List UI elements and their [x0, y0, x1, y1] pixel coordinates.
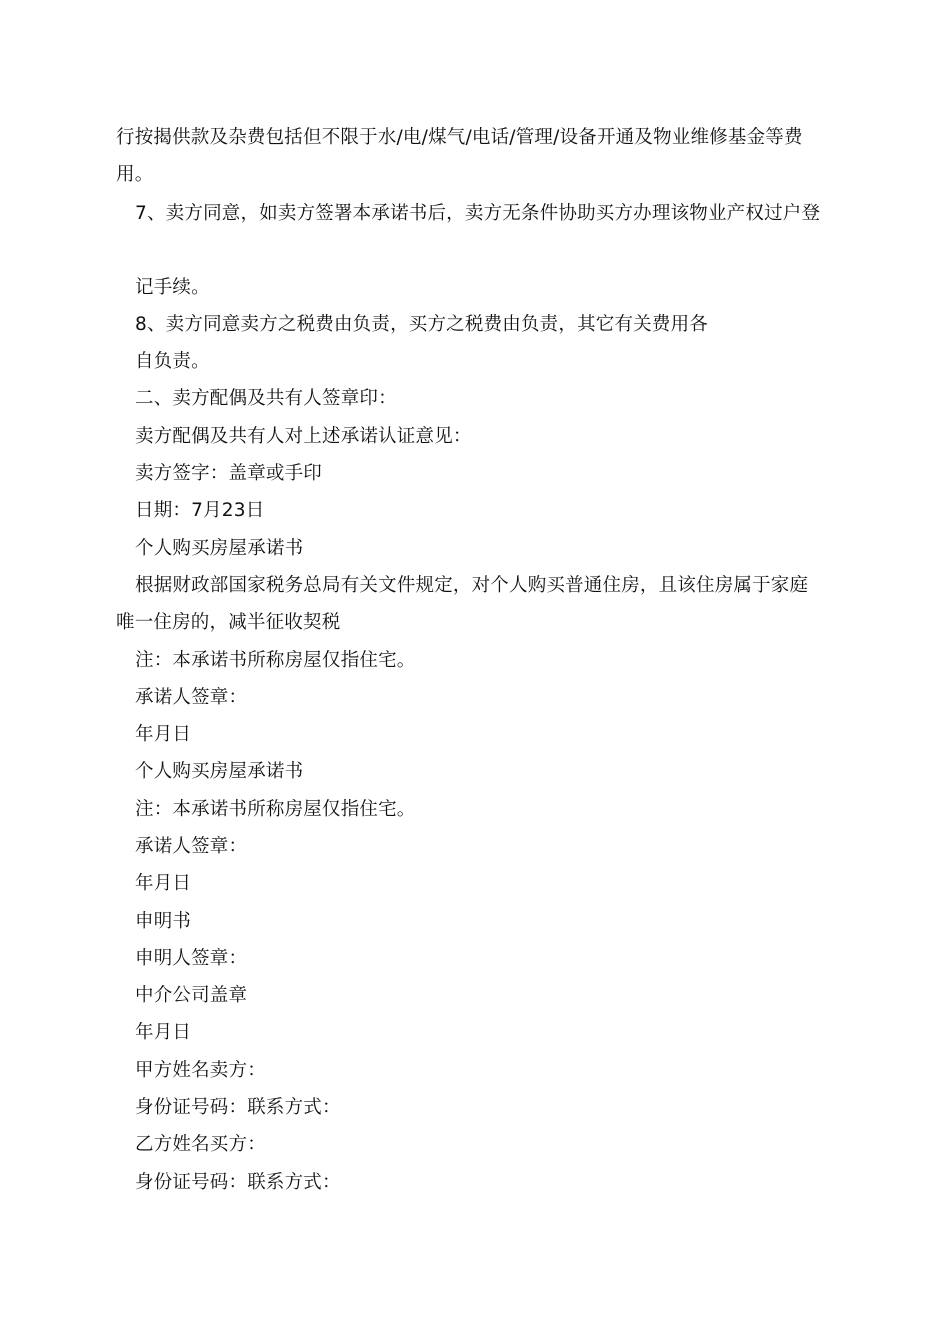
- document-title: 个人购买房屋承诺书: [135, 761, 304, 782]
- date-line: 年月日: [135, 724, 192, 745]
- paragraph-line: 自负责。: [135, 351, 210, 372]
- signature-line: 承诺人签章：: [135, 687, 248, 708]
- paragraph-line: 卖方配偶及共有人对上述承诺认证意见：: [135, 426, 472, 447]
- date-line: 年月日: [135, 1022, 192, 1043]
- document-title: 个人购买房屋承诺书: [135, 538, 304, 559]
- agency-seal-line: 中介公司盖章: [135, 985, 248, 1006]
- paragraph-line: 行按揭供款及杂费包括但不限于水/电/煤气/电话/管理/设备开通及物业维修基金等费: [116, 127, 803, 148]
- paragraph-line: 用。: [116, 164, 154, 185]
- document-title: 申明书: [135, 911, 192, 932]
- paragraph-line: 记手续。: [135, 277, 210, 298]
- party-a-name: 甲方姓名卖方：: [135, 1060, 266, 1081]
- clause-7: 7、卖方同意，如卖方签署本承诺书后，卖方无条件协助买方办理该物业产权过户登: [135, 203, 821, 224]
- paragraph-line: 唯一住房的，减半征收契税: [116, 612, 341, 633]
- signature-line: 申明人签章：: [135, 948, 248, 969]
- party-a-id-contact: 身份证号码：联系方式：: [135, 1097, 341, 1118]
- signature-line: 承诺人签章：: [135, 836, 248, 857]
- paragraph-line: 根据财政部国家税务总局有关文件规定，对个人购买普通住房，且该住房属于家庭: [135, 575, 809, 596]
- signature-line: 卖方签字：盖章或手印: [135, 463, 323, 484]
- party-b-id-contact: 身份证号码：联系方式：: [135, 1172, 341, 1193]
- clause-8: 8、卖方同意卖方之税费由负责，买方之税费由负责，其它有关费用各: [135, 314, 708, 335]
- section-heading: 二、卖方配偶及共有人签章印：: [135, 388, 397, 409]
- note-line: 注：本承诺书所称房屋仅指住宅。: [135, 650, 416, 671]
- note-line: 注：本承诺书所称房屋仅指住宅。: [135, 799, 416, 820]
- date-line: 日期：7月23日: [135, 500, 265, 521]
- date-line: 年月日: [135, 873, 192, 894]
- party-b-name: 乙方姓名买方：: [135, 1134, 266, 1155]
